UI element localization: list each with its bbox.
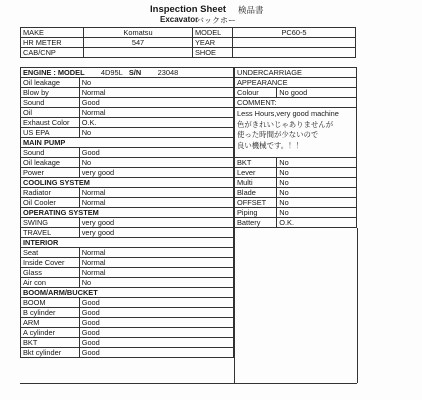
row-label: Seat (21, 248, 80, 258)
row-value: Normal (79, 88, 233, 98)
row-value: Good (79, 348, 233, 358)
row-label: Bkt cylinder (21, 348, 80, 358)
row-label: US EPA (21, 128, 80, 138)
row-value: No (79, 278, 233, 288)
colour-label: Colour (235, 88, 277, 98)
row-value: No (277, 208, 357, 218)
table-row (21, 188, 234, 198)
table-row (21, 158, 234, 168)
row-label: OFFSET (235, 198, 277, 208)
row-label: Oil (21, 108, 80, 118)
table-row (21, 198, 234, 208)
row-label: Lever (235, 168, 277, 178)
cab-label: CAB/CNP (21, 48, 84, 58)
table-row (235, 178, 357, 188)
row-value: No (79, 128, 233, 138)
row-value: Normal (79, 248, 233, 258)
document-title: Inspection Sheet (150, 4, 227, 15)
row-label: BOOM (21, 298, 80, 308)
model-label: MODEL (193, 28, 233, 38)
row-value: very good (79, 228, 233, 238)
table-row (21, 118, 234, 128)
main-pump-section (21, 138, 234, 148)
table-row (21, 108, 234, 118)
table-row (235, 218, 357, 228)
undercarriage-table (234, 67, 357, 228)
engine-label: ENGINE : MODEL (23, 68, 85, 77)
row-label: A cylinder (21, 328, 80, 338)
boom-section (21, 288, 234, 298)
undercarriage-label: UNDERCARRIAGE (235, 68, 357, 78)
engine-model-row (21, 68, 234, 78)
row-label: Oil leakage (21, 78, 80, 88)
table-row (21, 328, 234, 338)
document-subtitle-jp: バックホー (196, 16, 236, 25)
operating-section (21, 208, 234, 218)
table-row (21, 78, 234, 88)
row-value: No (277, 158, 357, 168)
section-heading: OPERATING SYSTEM (21, 208, 234, 218)
hr-meter-value: 547 (84, 38, 193, 48)
row-value: Good (79, 328, 233, 338)
table-row (235, 208, 357, 218)
row-label: Sound (21, 148, 80, 158)
table-row (235, 198, 357, 208)
row-value: very good (79, 218, 233, 228)
section-heading: INTERIOR (21, 238, 234, 248)
row-value: very good (79, 168, 233, 178)
model-value: PC60-5 (233, 28, 356, 38)
row-value: No (277, 168, 357, 178)
section-heading: MAIN PUMP (21, 138, 234, 148)
row-label: BKT (21, 338, 80, 348)
section-heading: BOOM/ARM/BUCKET (21, 288, 234, 298)
table-row (21, 248, 234, 258)
row-label: BKT (235, 158, 277, 168)
table-row (21, 228, 234, 238)
row-value: Normal (79, 188, 233, 198)
table-row (21, 318, 234, 328)
table-row (235, 188, 357, 198)
comment-line: 良い機械です。！！ (237, 140, 303, 150)
row-value: No (79, 78, 233, 88)
shoe-value (233, 48, 356, 58)
cab-value (84, 48, 193, 58)
section-heading: COOLING SYSTEM (21, 178, 234, 188)
header-table (20, 27, 356, 58)
comment-line: Less Hours,very good machine (237, 109, 339, 118)
row-label: Glass (21, 268, 80, 278)
interior-section (21, 238, 234, 248)
table-row (21, 308, 234, 318)
row-value: Good (79, 318, 233, 328)
table-bottom-border (20, 383, 357, 384)
component-table (20, 67, 234, 358)
engine-sn: 23048 (157, 68, 179, 77)
table-row (21, 88, 234, 98)
table-row (21, 338, 234, 348)
row-label: B cylinder (21, 308, 80, 318)
table-row (21, 278, 234, 288)
row-label: Air con (21, 278, 80, 288)
cooling-section (21, 178, 234, 188)
table-row (235, 158, 357, 168)
document-title-jp: 検品書 (238, 5, 264, 15)
row-label: Multi (235, 178, 277, 188)
comment-text (235, 108, 357, 158)
shoe-label: SHOE (193, 48, 233, 58)
row-value: Normal (79, 268, 233, 278)
row-label: Sound (21, 98, 80, 108)
row-label: Blade (235, 188, 277, 198)
appearance-label: APPEARANCE (235, 78, 357, 88)
make-label: MAKE (21, 28, 84, 38)
row-label: ARM (21, 318, 80, 328)
table-row (21, 298, 234, 308)
colour-value: No good (277, 88, 357, 98)
row-label: SWING (21, 218, 80, 228)
row-value: Normal (79, 258, 233, 268)
row-label: Battery (235, 218, 277, 228)
table-row (21, 168, 234, 178)
row-value: Good (79, 308, 233, 318)
table-row (21, 128, 234, 138)
row-label: Piping (235, 208, 277, 218)
row-label: Inside Cover (21, 258, 80, 268)
table-row (21, 218, 234, 228)
comment-line: 使った時間が少ないので (237, 130, 319, 139)
row-label: TRAVEL (21, 228, 80, 238)
row-label: Oil leakage (21, 158, 80, 168)
row-value: No (79, 158, 233, 168)
row-value: Good (79, 298, 233, 308)
comment-label: COMMENT: (235, 98, 357, 108)
comment-line: 色がきれいじゃありませんが (237, 119, 334, 129)
row-value: Good (79, 148, 233, 158)
engine-model: 4D95L (100, 68, 123, 77)
engine-sn-label: S/N (128, 68, 142, 77)
row-value: Good (79, 98, 233, 108)
document-subtitle: Excavator (160, 15, 199, 24)
year-label: YEAR (193, 38, 233, 48)
table-row (21, 98, 234, 108)
year-value (233, 38, 356, 48)
right-blank-area (234, 228, 358, 383)
row-value: O.K. (79, 118, 233, 128)
row-value: Normal (79, 108, 233, 118)
row-value: No (277, 188, 357, 198)
row-value: No (277, 178, 357, 188)
row-label: Power (21, 168, 80, 178)
hr-meter-label: HR METER (21, 38, 84, 48)
row-label: Blow by (21, 88, 80, 98)
row-value: Good (79, 338, 233, 348)
row-value: No (277, 198, 357, 208)
table-row (21, 348, 234, 358)
table-row (21, 268, 234, 278)
row-label: Radiator (21, 188, 80, 198)
table-row (235, 168, 357, 178)
make-value: Komatsu (84, 28, 193, 38)
table-row (21, 148, 234, 158)
row-label: Oil Cooler (21, 198, 80, 208)
row-value: O.K. (277, 218, 357, 228)
table-row (21, 258, 234, 268)
row-value: Normal (79, 198, 233, 208)
row-label: Exhaust Color (21, 118, 80, 128)
